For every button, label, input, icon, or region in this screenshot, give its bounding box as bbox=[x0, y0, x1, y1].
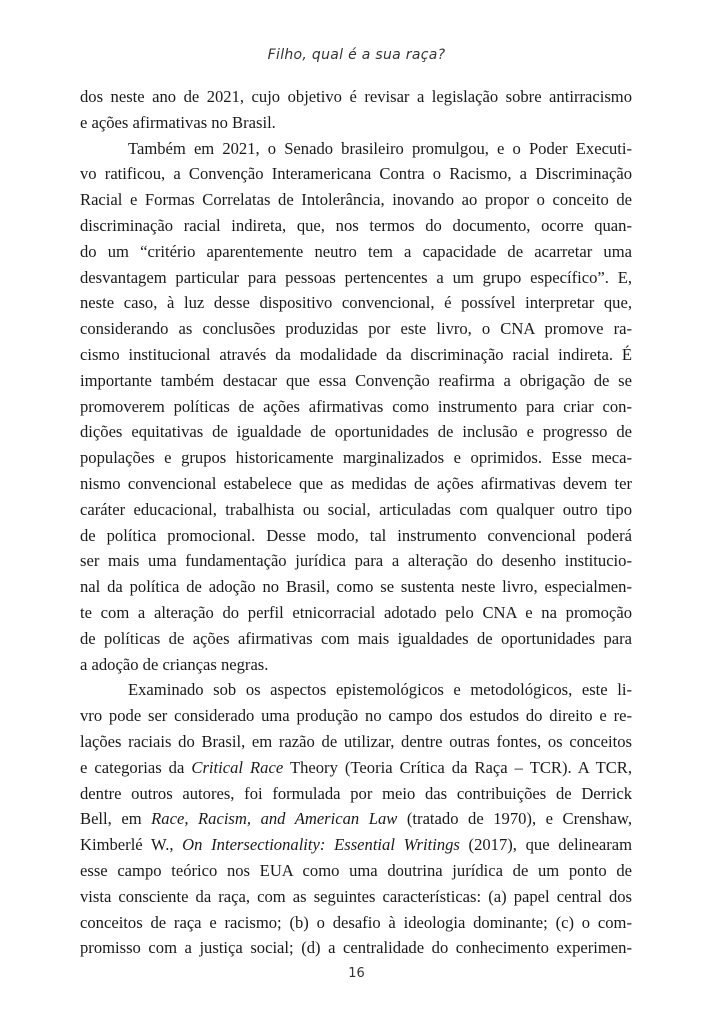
body-text bbox=[80, 84, 632, 961]
text-line bbox=[80, 755, 632, 781]
text-line: caráter educacional, trabalhista ou social, articuladas com qualquer outro tipo bbox=[80, 499, 632, 519]
text-line: desvantagem particular para pessoas pertencentes a um grupo específico”. E, bbox=[80, 267, 632, 287]
text-line: cismo institucional através da modalidade da discriminação racial indireta. É bbox=[80, 344, 632, 364]
text-line: Racial e Formas Correlatas de Intolerância, inovando ao propor o conceito de bbox=[80, 190, 632, 210]
text-line: promoverem políticas de ações afirmativas como instrumento para criar con- bbox=[80, 396, 632, 416]
italic-title: On Intersectionality: Essential Writings bbox=[182, 835, 460, 855]
line-text: (2017), que delinearam bbox=[459, 835, 632, 855]
text-line: e ações afirmativas no Brasil. bbox=[80, 112, 276, 132]
text-line: Também em 2021, o Senado brasileiro promulgou, e o Poder Executi- bbox=[128, 138, 632, 158]
text-line: de política promocional. Desse modo, tal instrumento convencional poderá bbox=[80, 525, 632, 545]
text-line: esse campo teórico nos EUA como uma doutrina jurídica de um ponto de bbox=[80, 860, 632, 880]
italic-title: Critical Race bbox=[191, 757, 284, 777]
line-text: (tratado de 1970), e Crenshaw, bbox=[397, 809, 632, 829]
text-line: vro pode ser considerado uma produção no campo dos estudos do direito e re- bbox=[80, 706, 632, 726]
text-line: promisso com a justiça social; (d) a centralidade do conhecimento experimen- bbox=[80, 938, 632, 958]
page-number: 16 bbox=[348, 966, 365, 981]
text-line: dos neste ano de 2021, cujo objetivo é revisar a legislação sobre antirracismo bbox=[80, 87, 632, 106]
text-line: te com a alteração do perfil etnicorracial adotado pelo CNA e na promoção bbox=[80, 602, 632, 622]
text-line: considerando as conclusões produzidas por este livro, o CNA promove ra- bbox=[80, 319, 632, 339]
line-text: e categorias da bbox=[80, 757, 192, 777]
text-line: ser mais uma fundamentação jurídica para a alteração do desenho institucio- bbox=[80, 551, 632, 571]
italic-title: Race, Racism, and American Law bbox=[151, 809, 398, 829]
text-line: nismo convencional estabelece que as medidas de ações afirmativas devem ter bbox=[80, 473, 632, 493]
text-line: do um “critério aparentemente neutro tem a capacidade de acarretar uma bbox=[80, 241, 632, 261]
text-line: vista consciente da raça, com as seguintes características: (a) papel central dos bbox=[80, 886, 632, 906]
running-title: Filho, qual é a sua raça? bbox=[267, 47, 446, 63]
text-line: populações e grupos historicamente marginalizados e oprimidos. Esse meca- bbox=[80, 448, 632, 468]
text-line bbox=[80, 832, 632, 858]
text-line: conceitos de raça e racismo; (b) o desafio à ideologia dominante; (c) o com- bbox=[80, 912, 632, 932]
line-text: Kimberlé W., bbox=[80, 835, 183, 855]
text-line: lações raciais do Brasil, em razão de utilizar, dentre outras fontes, os conceitos bbox=[80, 731, 632, 751]
text-line: importante também destacar que essa Convenção reafirma a obrigação de se bbox=[80, 370, 632, 390]
text-line: de políticas de ações afirmativas com mais igualdades de oportunidades para bbox=[80, 628, 632, 648]
text-line: vo ratificou, a Convenção Interamericana Contra o Racismo, a Discriminação bbox=[80, 164, 632, 184]
text-line bbox=[80, 806, 632, 832]
text-line: a adoção de crianças negras. bbox=[80, 654, 269, 674]
text-line: dições equitativas de igualdade de oportunidades de inclusão e progresso de bbox=[80, 422, 632, 442]
text-line: dentre outros autores, foi formulada por meio das contribuições de Derrick bbox=[80, 783, 632, 803]
text-line: nal da política de adoção no Brasil, como se sustenta neste livro, especialmen- bbox=[80, 577, 632, 597]
text-line: discriminação racial indireta, que, nos termos do documento, ocorre quan- bbox=[80, 215, 632, 235]
text-line: neste caso, à luz desse dispositivo convencional, é possível interpretar que, bbox=[80, 293, 632, 313]
line-text: Theory (Teoria Crítica da Raça – TCR). A TCR, bbox=[283, 757, 632, 777]
text-line: Examinado sob os aspectos epistemológicos e metodológicos, este li- bbox=[128, 680, 632, 700]
line-text: Bell, em bbox=[80, 809, 152, 829]
